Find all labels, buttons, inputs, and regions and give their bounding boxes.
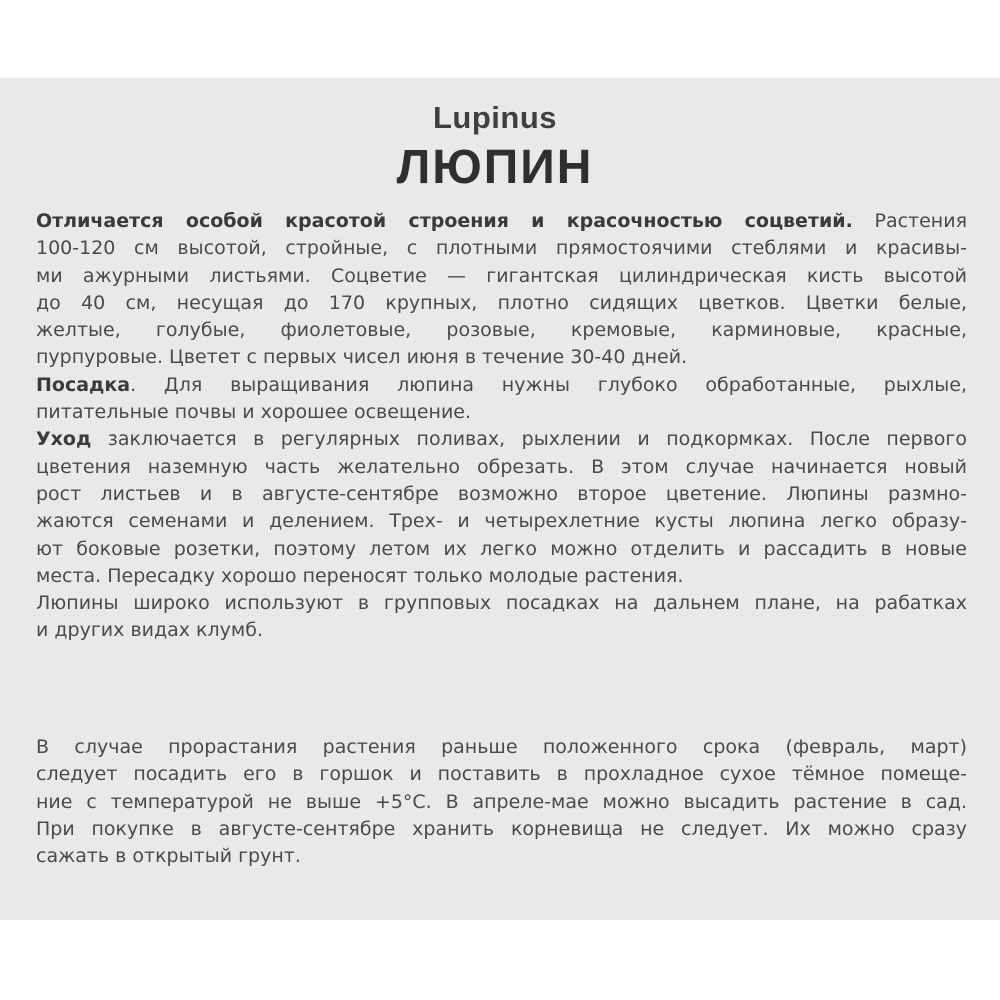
planting-line (36, 372, 967, 399)
description-line: желтые, голубые, фиолетовые, розовые, кремовые, карминовые, красные, (36, 319, 967, 342)
usage-line: Люпины широко используют в групповых посадках на дальнем плане, на рабатках (36, 592, 967, 615)
description-lead: Отличается особой красотой строения и красочностью соцветий. (36, 210, 853, 232)
description-line: 100-120 см высотой, стройные, с плотными прямостоячими стеблями и красивы- (36, 237, 967, 260)
care-line (36, 426, 967, 453)
description-line: ми ажурными листьями. Соцветие — гигантская цилиндрическая кисть высотой (36, 264, 967, 287)
care-label: Уход (36, 428, 92, 451)
care-line: ют боковые розетки, поэтому летом их легко можно отделить и рассадить в новые (36, 537, 967, 560)
planting-label: Посадка (36, 373, 131, 396)
care-line: рост листьев и в августе-сентябре возможно второе цветение. Люпины размно- (36, 482, 967, 505)
note-line: следует посадить его в горшок и поставить в прохладное сухое тёмное помеще- (36, 763, 967, 786)
note-line: ние с температурой не выше +5°С. В апреле-мае можно высадить растение в сад. (36, 790, 967, 813)
description-line (36, 208, 967, 235)
description-line: пурпуровые. Цветет с первых чисел июня в течение 30-40 дней. (36, 346, 688, 369)
main-text-block (36, 208, 967, 645)
planting-line: питательные почвы и хорошее освещение. (36, 401, 472, 424)
care-text: заключается в регулярных поливах, рыхлении и подкормках. После первого (91, 428, 967, 451)
description-text: Растения (852, 210, 967, 232)
note-text-block (36, 734, 967, 870)
page-title: ЛЮПИН (396, 141, 594, 194)
usage-line: и других видах клумб. (36, 619, 264, 642)
care-line: места. Пересадку хорошо переносят только молодые растения. (36, 564, 684, 587)
latin-name: Lupinus (432, 100, 558, 135)
seed-packet-label (0, 78, 1000, 920)
note-line: сажать в открытый грунт. (36, 845, 301, 868)
care-line: цветения наземную часть желательно обрезать. В этом случае начинается новый (36, 455, 967, 478)
note-line: При покупке в августе-сентябре хранить корневища не следует. Их можно сразу (36, 817, 967, 840)
description-line: до 40 см, несущая до 170 крупных, плотно сидящих цветков. Цветки белые, (36, 291, 967, 314)
note-line: В случае прорастания растения раньше положенного срока (февраль, март) (36, 736, 967, 758)
care-line: жаются семенами и делением. Трех- и четырехлетние кусты люпина легко образу- (36, 510, 967, 533)
planting-text: . Для выращивания люпина нужны глубоко обработанные, рыхлые, (130, 373, 967, 396)
